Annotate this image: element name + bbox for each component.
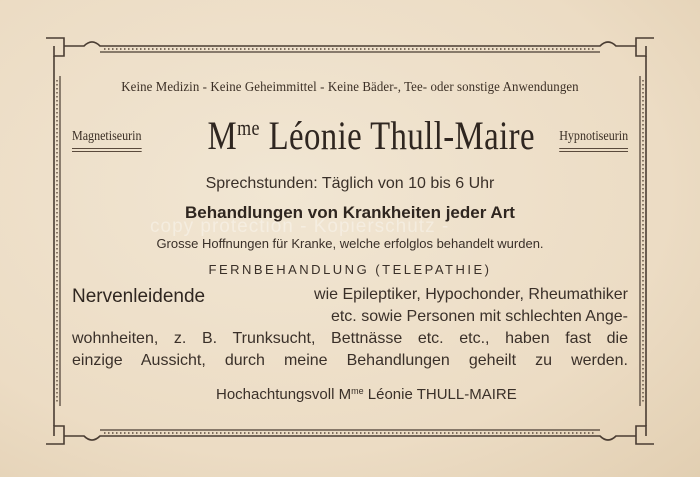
nervenleidende-word: Nervenleidende	[72, 286, 206, 307]
disclaimer-line: Keine Medizin - Keine Geheimmittel - Keine Bäder-, Tee- oder sonstige Anwendungen	[121, 80, 579, 95]
hypnotiseurin-label: Hypnotiseurin	[559, 129, 628, 152]
magnetiseurin-label: Magnetiseurin	[72, 129, 142, 152]
main-title: $M^{me}$ Léonie Thull-Maire	[207, 113, 535, 158]
telepathy-line: FERNBEHANDLUNG (TELEPATHIE)	[208, 262, 492, 277]
copy-protection-watermark: copy protection - Kopierschutz -	[150, 216, 450, 237]
title-row	[72, 112, 628, 162]
para-line-1: wie Epileptiker, Hypochonder, Rheumathiker	[314, 286, 628, 303]
para-line-3: wohnheiten, z. B. Trunksucht, Bettnässe etc. etc., haben fast die	[72, 330, 628, 347]
signature-line: Hochachtungsvoll $M^{me}$ Léonie THULL-MAIRE	[216, 386, 517, 403]
para-line-4: einzige Aussicht, durch meine Behandlungen geheilt zu werden.	[72, 352, 628, 369]
office-hours: Sprechstunden: Täglich von 10 bis 6 Uhr	[205, 175, 495, 192]
treatment-heading: Behandlungen von Krankheiten jeder Art	[185, 203, 515, 222]
para-line-2: etc. sowie Personen mit schlechten Ange-	[330, 308, 628, 325]
hope-line: Grosse Hoffnungen für Kranke, welche erfolglos behandelt wurden.	[156, 236, 544, 251]
description-paragraph	[72, 284, 628, 372]
